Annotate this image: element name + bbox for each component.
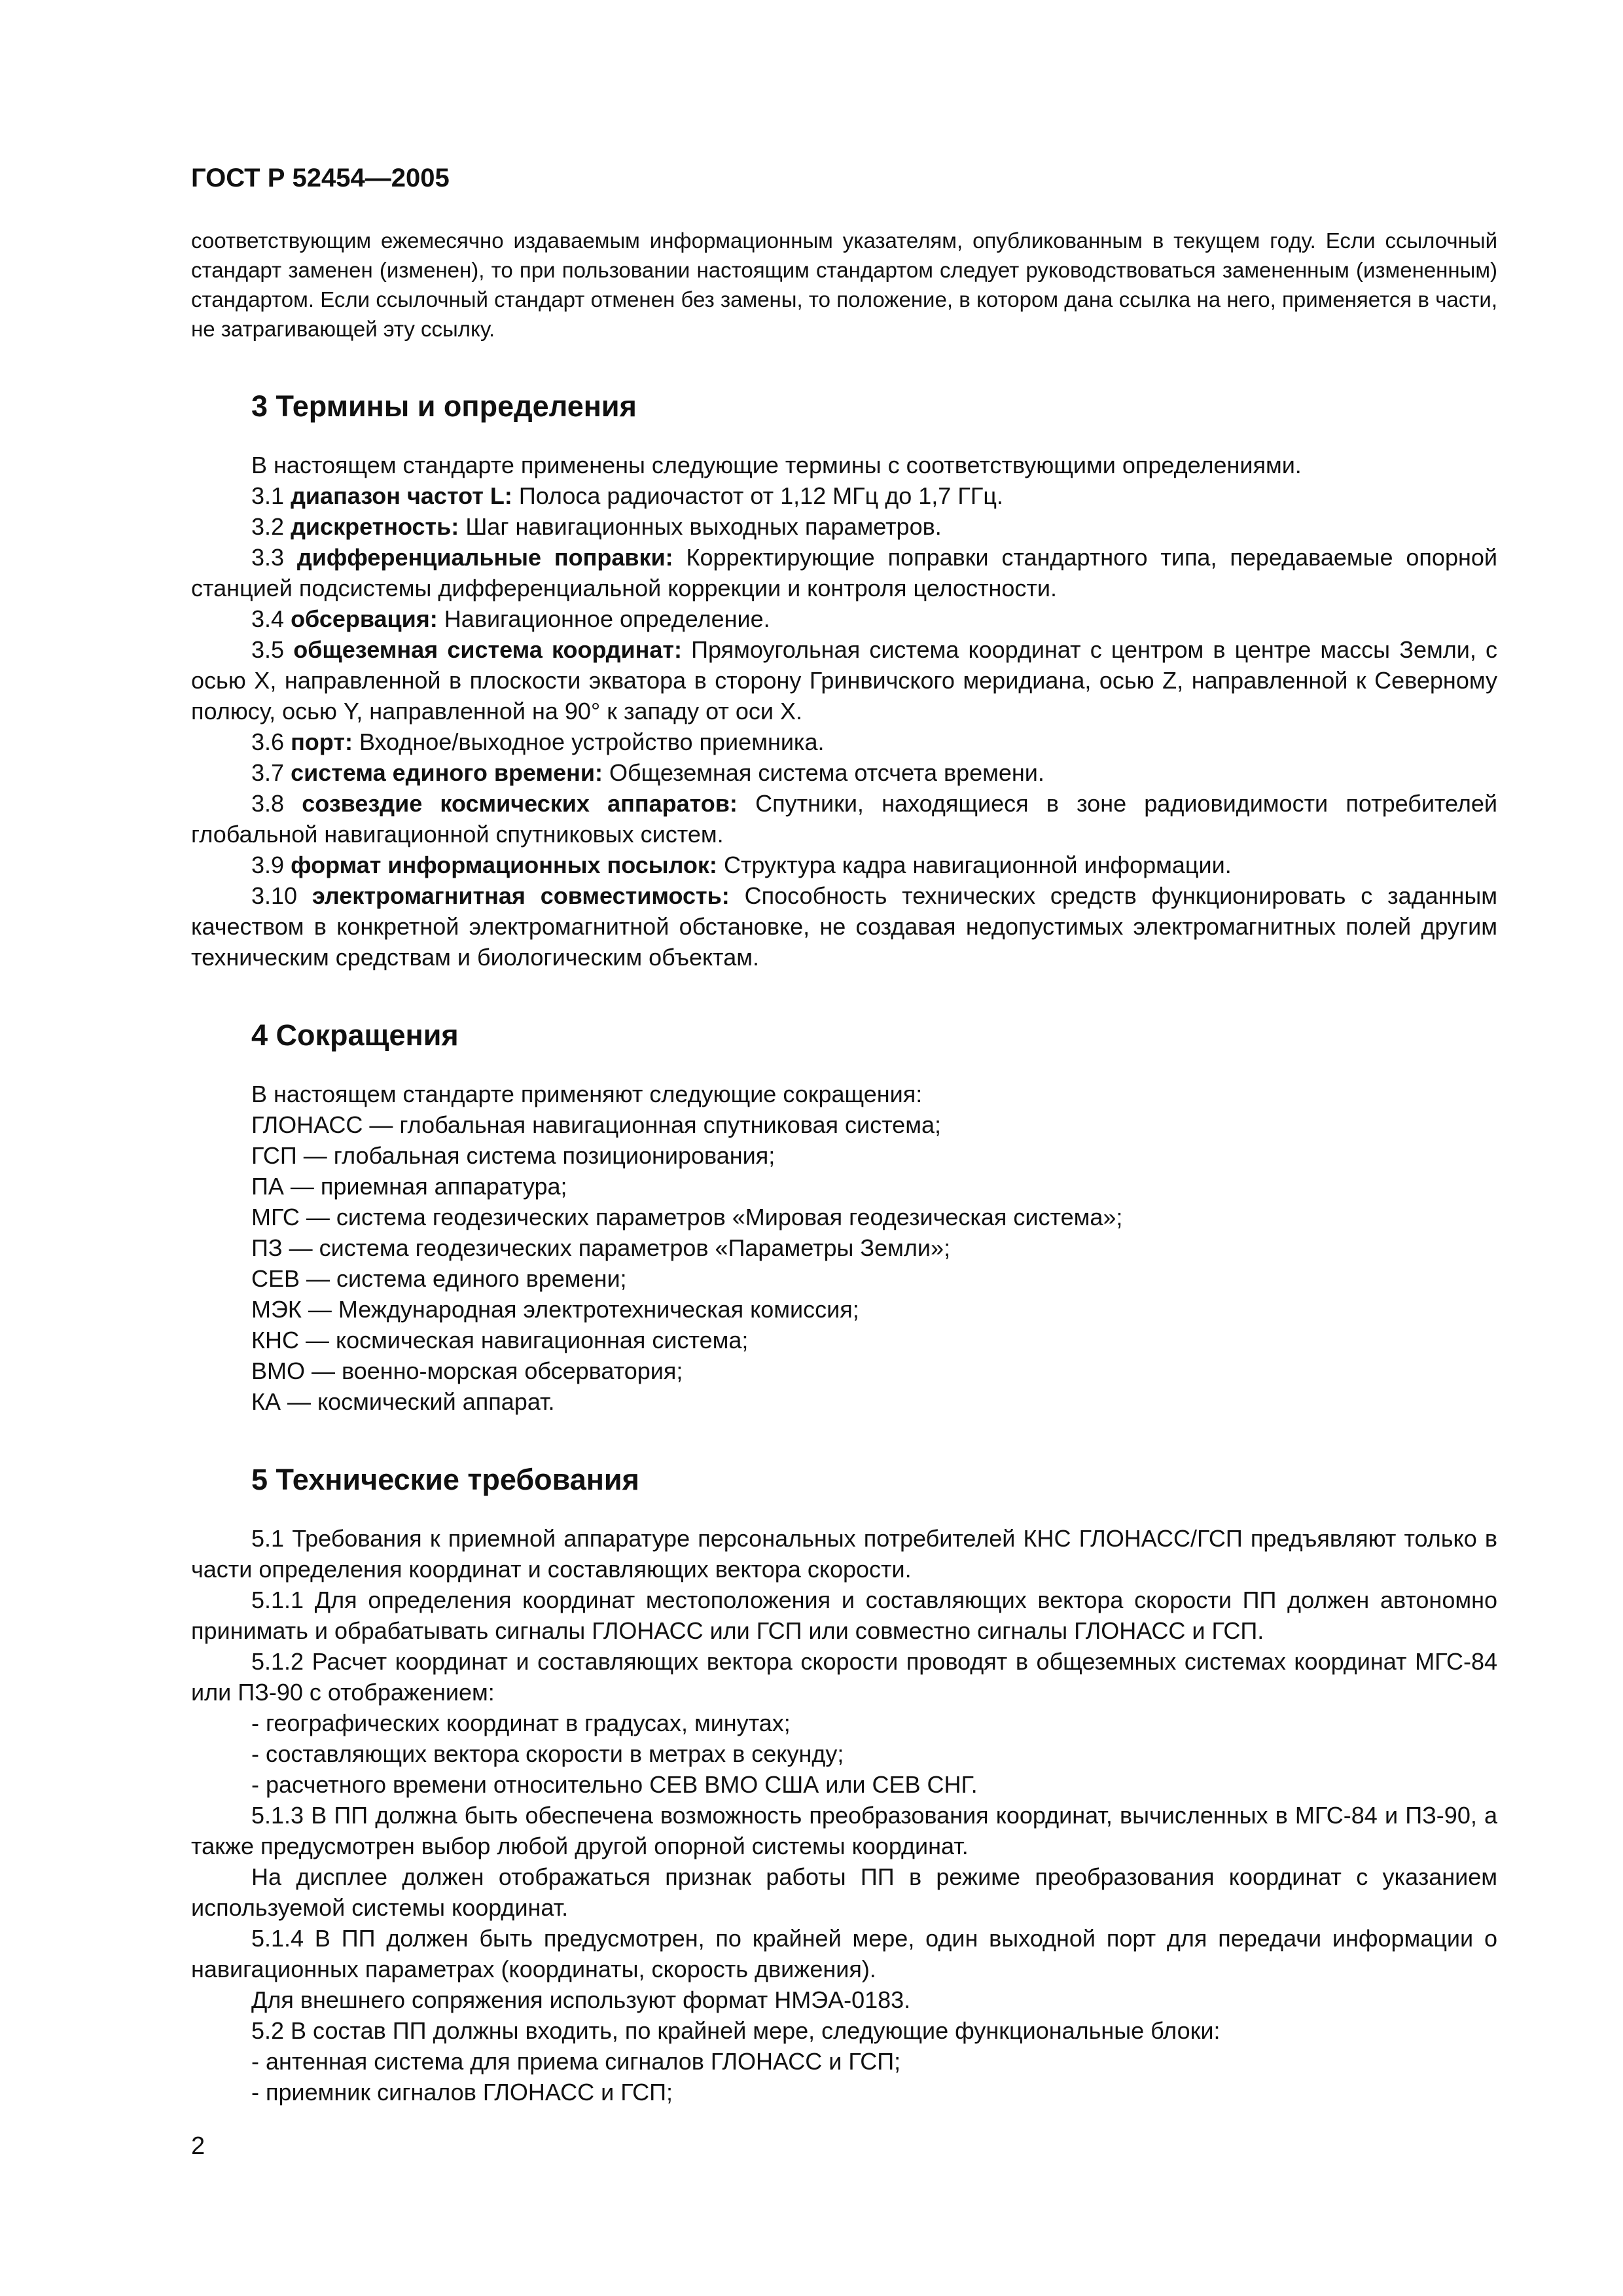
section-4-lead: В настоящем стандарте применяют следующие сокращения: bbox=[251, 1081, 923, 1107]
requirement-paragraph: - географических координат в градусах, минутах; bbox=[251, 1710, 791, 1736]
term-name: дифференциальные поправки: bbox=[296, 544, 673, 571]
term-number: 3.1 bbox=[251, 482, 285, 509]
term-text: Структура кадра навигационной информации. bbox=[723, 852, 1232, 878]
term-text: Входное/выходное устройство приемника. bbox=[359, 728, 825, 755]
requirement-paragraph: 5.1.1 Для определения координат местоположения и составляющих вектора скорости ПП должен автономно принимать и обрабатывать сигналы ГЛОНАСС или ГСП или совместно сигналы ГЛОНАСС и ГСП. bbox=[191, 1587, 1497, 1644]
requirement-paragraph: - составляющих вектора скорости в метрах в секунду; bbox=[251, 1740, 844, 1767]
term-name: система единого времени: bbox=[291, 759, 603, 786]
section-3-title: 3 Термины и определения bbox=[251, 389, 637, 423]
abbreviation-item: ВМО — военно-морская обсерватория; bbox=[251, 1357, 683, 1384]
term-number: 3.8 bbox=[251, 790, 285, 817]
requirement-paragraph: 5.1 Требования к приемной аппаратуре персональных потребителей КНС ГЛОНАСС/ГСП предъявляют только в части определения координат и составляющих вектора скорости. bbox=[191, 1525, 1497, 1583]
abbreviation-item: КА — космический аппарат. bbox=[251, 1388, 555, 1415]
abbreviation-item: СЕВ — система единого времени; bbox=[251, 1265, 627, 1292]
requirement-paragraph: 5.1.3 В ПП должна быть обеспечена возможность преобразования координат, вычисленных в МГС-84 и ПЗ-90, а также предусмотрен выбор любой другой опорной системы координат. bbox=[191, 1802, 1497, 1859]
requirements-list bbox=[191, 1523, 1497, 2108]
term-text: Навигационное определение. bbox=[444, 605, 770, 632]
term-text: Общеземная система отсчета времени. bbox=[609, 759, 1044, 786]
term-name: созвездие космических аппаратов: bbox=[302, 790, 738, 817]
section-5-title: 5 Технические требования bbox=[251, 1463, 639, 1496]
term-definition bbox=[191, 880, 1497, 973]
term-number: 3.3 bbox=[251, 544, 285, 571]
term-text: Спутники, находящиеся в зоне радиовидимости потребителей глобальной навигационной спутниковых систем. bbox=[191, 790, 1497, 848]
term-definition bbox=[191, 511, 1497, 542]
term-definition bbox=[191, 850, 1497, 880]
term-name: дискретность: bbox=[291, 513, 459, 540]
term-number: 3.10 bbox=[251, 882, 298, 909]
abbreviation-item: ПЗ — система геодезических параметров «Параметры Земли»; bbox=[251, 1234, 951, 1261]
abbreviation-item: КНС — космическая навигационная система; bbox=[251, 1327, 749, 1354]
term-definition bbox=[191, 726, 1497, 757]
abbreviations-list bbox=[191, 1109, 1497, 1417]
term-name: порт: bbox=[291, 728, 353, 755]
term-text: Корректирующие поправки стандартного типа, передаваемые опорной станцией подсистемы дифференциальной коррекции и контроля целостности. bbox=[191, 544, 1497, 601]
term-name: электромагнитная совместимость: bbox=[312, 882, 730, 909]
term-name: обсервация: bbox=[291, 605, 438, 632]
term-definition bbox=[191, 757, 1497, 788]
term-number: 3.2 bbox=[251, 513, 285, 540]
page-number: 2 bbox=[191, 2132, 205, 2160]
term-definition bbox=[191, 542, 1497, 603]
document-page bbox=[191, 164, 1497, 2108]
term-definition bbox=[191, 788, 1497, 850]
term-definition bbox=[191, 634, 1497, 726]
term-definition bbox=[191, 603, 1497, 634]
abbreviation-item: ГЛОНАСС — глобальная навигационная спутниковая система; bbox=[251, 1111, 941, 1138]
abbreviation-item: МЭК — Международная электротехническая комиссия; bbox=[251, 1296, 859, 1323]
term-text: Шаг навигационных выходных параметров. bbox=[465, 513, 942, 540]
requirement-paragraph: 5.1.4 В ПП должен быть предусмотрен, по крайней мере, один выходной порт для передачи информации о навигационных параметрах (координаты, скорость движения). bbox=[191, 1925, 1497, 1982]
term-name: формат информационных посылок: bbox=[291, 852, 717, 878]
term-text: Способность технических средств функционировать с заданным качеством в конкретной электромагнитной обстановке, не создавая недопустимых электромагнитных полей другим техническим средствам и биологическим объектам. bbox=[191, 882, 1498, 971]
abbreviation-item: МГС — система геодезических параметров «Мировая геодезическая система»; bbox=[251, 1204, 1123, 1230]
term-text: Прямоугольная система координат с центром в центре массы Земли, с осью X, направленной в плоскости экватора в сторону Гринвичского меридиана, осью Z, направленной к Северному полюсу, осью Y, направленной на 90° к западу от оси X. bbox=[191, 636, 1497, 725]
term-text: Полоса радиочастот от 1,12 МГц до 1,7 ГГц. bbox=[518, 482, 1003, 509]
requirement-paragraph: На дисплее должен отображаться признак работы ПП в режиме преобразования координат с указанием используемой системы координат. bbox=[191, 1863, 1497, 1921]
section-3-lead: В настоящем стандарте применены следующие термины с соответствующими определениями. bbox=[251, 452, 1302, 478]
requirement-paragraph: 5.1.2 Расчет координат и составляющих вектора скорости проводят в общеземных системах координат МГС-84 или ПЗ-90 с отображением: bbox=[191, 1648, 1497, 1706]
abbreviation-item: ПА — приемная аппаратура; bbox=[251, 1173, 567, 1200]
requirement-paragraph: 5.2 В состав ПП должны входить, по крайней мере, следующие функциональные блоки: bbox=[251, 2017, 1221, 2044]
term-number: 3.6 bbox=[251, 728, 285, 755]
requirement-paragraph: Для внешнего сопряжения используют формат НМЭА-0183. bbox=[251, 1986, 911, 2013]
requirement-paragraph: - приемник сигналов ГЛОНАСС и ГСП; bbox=[251, 2079, 673, 2106]
intro-paragraph: соответствующим ежемесячно издаваемым информационным указателям, опубликованным в текущем году. Если ссылочный стандарт заменен (изменен), то при пользовании настоящим стандартом следует руководствоваться замененным (измененным) стандартом. Если ссылочный стандарт отменен без замены, то положение, в котором дана ссылка на него, применяется в части, не затрагивающей эту ссылку. bbox=[191, 228, 1497, 341]
term-number: 3.5 bbox=[251, 636, 285, 663]
abbreviation-item: ГСП — глобальная система позиционирования; bbox=[251, 1142, 776, 1169]
term-number: 3.7 bbox=[251, 759, 285, 786]
requirement-paragraph: - антенная система для приема сигналов ГЛОНАСС и ГСП; bbox=[251, 2048, 901, 2075]
terms-list bbox=[191, 480, 1497, 973]
term-definition bbox=[191, 480, 1497, 511]
term-name: диапазон частот L: bbox=[291, 482, 512, 509]
section-4-title: 4 Сокращения bbox=[251, 1018, 459, 1052]
term-number: 3.9 bbox=[251, 852, 285, 878]
document-header: ГОСТ Р 52454—2005 bbox=[191, 164, 450, 192]
term-number: 3.4 bbox=[251, 605, 285, 632]
term-name: общеземная система координат: bbox=[293, 636, 682, 663]
requirement-paragraph: - расчетного времени относительно СЕВ ВМО США или СЕВ СНГ. bbox=[251, 1771, 978, 1798]
